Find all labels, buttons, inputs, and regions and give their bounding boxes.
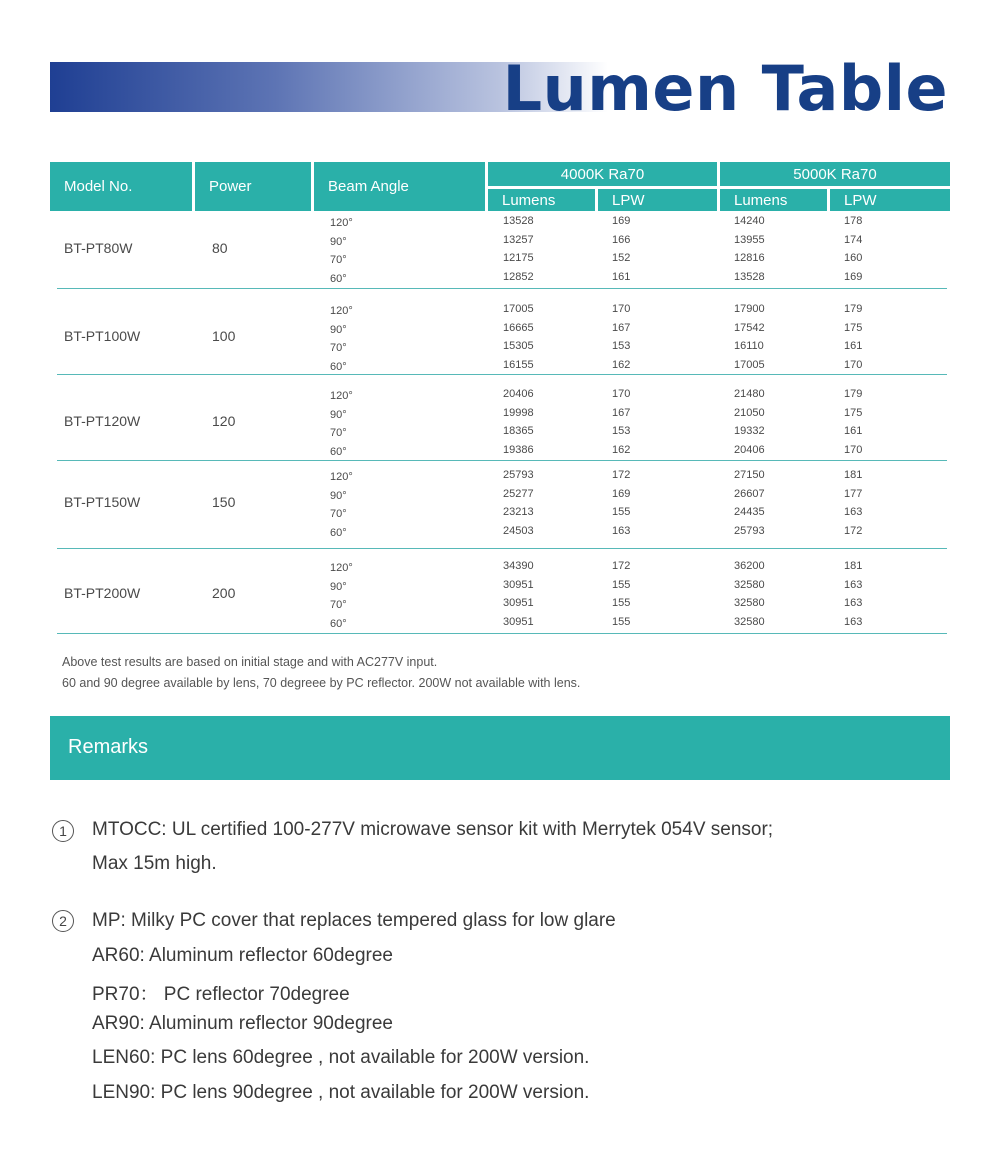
- lpw4000-cell: 155: [612, 597, 631, 609]
- model-cell: BT-PT120W: [64, 412, 141, 429]
- beam-cell: 120°: [330, 471, 353, 483]
- lpw5000-cell: 163: [844, 597, 863, 609]
- remark-2-line-3: PR70： PC reflector 70degree: [92, 984, 350, 1005]
- lm4000-cell: 12852: [503, 270, 534, 283]
- lm5000-cell: 19332: [734, 425, 765, 437]
- header-group-5000k: 5000K Ra70: [720, 162, 950, 186]
- header-lpw-4000k: LPW: [598, 189, 717, 211]
- power-cell: 80: [212, 239, 228, 256]
- lm4000-cell: 12175: [503, 252, 534, 264]
- power-cell: 100: [212, 327, 236, 344]
- lm5000-cell: 27150: [734, 469, 765, 481]
- lm5000-cell: 12816: [734, 252, 765, 264]
- beam-cell: 70°: [330, 342, 347, 354]
- lpw4000-cell: 161: [612, 270, 631, 283]
- lpw5000-cell: 163: [844, 506, 863, 518]
- beam-cell: 60°: [330, 617, 347, 630]
- lm5000-cell: 13955: [734, 233, 765, 246]
- lpw5000-cell: 181: [844, 469, 863, 481]
- power-cell: 150: [212, 493, 236, 510]
- beam-cell: 120°: [330, 217, 353, 229]
- lpw5000-cell: 179: [844, 303, 863, 315]
- header-lumens-5000k: Lumens: [720, 189, 827, 211]
- lm5000-cell: 25793: [734, 524, 765, 537]
- circled-number-2: 2: [52, 910, 74, 932]
- power-cell: 200: [212, 584, 236, 601]
- model-cell: BT-PT150W: [64, 493, 141, 510]
- remark-2-line-2: AR60: Aluminum reflector 60degree: [92, 945, 393, 966]
- model-cell: BT-PT200W: [64, 584, 141, 601]
- lm5000-cell: 36200: [734, 560, 765, 572]
- lm4000-cell: 25277: [503, 487, 534, 500]
- lpw5000-cell: 178: [844, 215, 863, 227]
- lpw4000-cell: 172: [612, 560, 631, 572]
- lpw4000-cell: 152: [612, 252, 631, 264]
- header-lumens-4000k: Lumens: [488, 189, 595, 211]
- lpw5000-cell: 170: [844, 358, 863, 371]
- header-group-4000k: 4000K Ra70: [488, 162, 717, 186]
- remark-1-line-1: MTOCC: UL certified 100-277V microwave sensor kit with Merrytek 054V sensor;: [92, 819, 774, 840]
- lpw4000-cell: 155: [612, 578, 631, 591]
- lpw5000-cell: 177: [844, 487, 863, 500]
- header-beam-angle: Beam Angle: [314, 162, 485, 211]
- lpw4000-cell: 153: [612, 425, 631, 437]
- beam-cell: 90°: [330, 580, 347, 593]
- lm5000-cell: 24435: [734, 506, 765, 518]
- remark-2-line-6: LEN90: PC lens 90degree , not available for 200W version.: [92, 1082, 590, 1103]
- beam-cell: 120°: [330, 562, 353, 574]
- beam-cell: 90°: [330, 323, 347, 336]
- header-lpw-5000k: LPW: [830, 189, 950, 211]
- beam-cell: 120°: [330, 390, 353, 402]
- lm4000-cell: 20406: [503, 388, 534, 400]
- lm5000-cell: 32580: [734, 615, 765, 628]
- beam-cell: 90°: [330, 408, 347, 421]
- beam-cell: 60°: [330, 445, 347, 458]
- lpw4000-cell: 155: [612, 615, 631, 628]
- lpw4000-cell: 169: [612, 215, 631, 227]
- lm5000-cell: 13528: [734, 270, 765, 283]
- lpw5000-cell: 170: [844, 443, 863, 456]
- lpw5000-cell: 181: [844, 560, 863, 572]
- power-cell: 120: [212, 412, 236, 429]
- beam-cell: 70°: [330, 254, 347, 266]
- lm5000-cell: 20406: [734, 443, 765, 456]
- row-separator: [57, 460, 947, 461]
- lm5000-cell: 14240: [734, 215, 765, 227]
- lm5000-cell: 32580: [734, 597, 765, 609]
- lpw4000-cell: 167: [612, 406, 631, 419]
- lm5000-cell: 17005: [734, 358, 765, 371]
- lm4000-cell: 25793: [503, 469, 534, 481]
- page-title: Lumen Table: [502, 52, 948, 125]
- lm4000-cell: 34390: [503, 560, 534, 572]
- remark-2-line-5: LEN60: PC lens 60degree , not available for 200W version.: [92, 1047, 590, 1068]
- lpw4000-cell: 162: [612, 443, 631, 456]
- lpw4000-cell: 155: [612, 506, 631, 518]
- note-line-2: 60 and 90 degree available by lens, 70 degreee by PC reflector. 200W not available with lens.: [62, 676, 581, 690]
- remark-2-line-1: MP: Milky PC cover that replaces tempered glass for low glare: [92, 910, 616, 931]
- lpw5000-cell: 163: [844, 615, 863, 628]
- lm5000-cell: 21480: [734, 388, 765, 400]
- remarks-title: Remarks: [68, 736, 149, 758]
- note-line-1: Above test results are based on initial stage and with AC277V input.: [62, 655, 438, 669]
- lpw5000-cell: 160: [844, 252, 863, 264]
- lm4000-cell: 13528: [503, 215, 534, 227]
- lm5000-cell: 32580: [734, 578, 765, 591]
- lpw5000-cell: 169: [844, 270, 863, 283]
- lm4000-cell: 30951: [503, 578, 534, 591]
- lm4000-cell: 19998: [503, 406, 534, 419]
- beam-cell: 70°: [330, 599, 347, 611]
- lm5000-cell: 26607: [734, 487, 765, 500]
- lm4000-cell: 17005: [503, 303, 534, 315]
- lpw5000-cell: 174: [844, 233, 863, 246]
- lpw5000-cell: 163: [844, 578, 863, 591]
- row-separator: [57, 288, 947, 289]
- header-power: Power: [195, 162, 311, 211]
- lm4000-cell: 24503: [503, 524, 534, 537]
- lpw5000-cell: 172: [844, 524, 863, 537]
- lpw4000-cell: 162: [612, 358, 631, 371]
- beam-cell: 60°: [330, 272, 347, 285]
- lm4000-cell: 19386: [503, 443, 534, 456]
- remark-2-line-4: AR90: Aluminum reflector 90degree: [92, 1013, 393, 1034]
- remark-1-line-2: Max 15m high.: [92, 853, 217, 874]
- lpw4000-cell: 167: [612, 321, 631, 334]
- lm4000-cell: 30951: [503, 597, 534, 609]
- lm4000-cell: 23213: [503, 506, 534, 518]
- lpw5000-cell: 161: [844, 340, 863, 352]
- lm5000-cell: 17900: [734, 303, 765, 315]
- model-cell: BT-PT100W: [64, 327, 141, 344]
- lpw4000-cell: 153: [612, 340, 631, 352]
- row-separator: [57, 374, 947, 375]
- lm4000-cell: 30951: [503, 615, 534, 628]
- beam-cell: 60°: [330, 360, 347, 373]
- lm5000-cell: 16110: [734, 340, 764, 352]
- lpw4000-cell: 166: [612, 233, 631, 246]
- lpw4000-cell: 163: [612, 524, 631, 537]
- header-model: Model No.: [50, 162, 192, 211]
- row-separator: [57, 548, 947, 549]
- beam-cell: 70°: [330, 508, 347, 520]
- lpw5000-cell: 179: [844, 388, 863, 400]
- lm5000-cell: 21050: [734, 406, 765, 419]
- lpw4000-cell: 170: [612, 388, 631, 400]
- beam-cell: 120°: [330, 305, 353, 317]
- beam-cell: 60°: [330, 526, 347, 539]
- beam-cell: 90°: [330, 235, 347, 248]
- lpw4000-cell: 172: [612, 469, 631, 481]
- row-separator: [57, 633, 947, 634]
- lpw5000-cell: 175: [844, 406, 863, 419]
- lm4000-cell: 18365: [503, 425, 534, 437]
- lm4000-cell: 16155: [503, 358, 534, 371]
- lm5000-cell: 17542: [734, 321, 765, 334]
- lpw4000-cell: 170: [612, 303, 631, 315]
- beam-cell: 90°: [330, 489, 347, 502]
- lpw4000-cell: 169: [612, 487, 631, 500]
- lpw5000-cell: 175: [844, 321, 863, 334]
- circled-number-1: 1: [52, 820, 74, 842]
- lpw5000-cell: 161: [844, 425, 863, 437]
- lm4000-cell: 13257: [503, 233, 534, 246]
- lm4000-cell: 16665: [503, 321, 534, 334]
- model-cell: BT-PT80W: [64, 239, 133, 256]
- beam-cell: 70°: [330, 427, 347, 439]
- remarks-header: [50, 716, 950, 780]
- lm4000-cell: 15305: [503, 340, 534, 352]
